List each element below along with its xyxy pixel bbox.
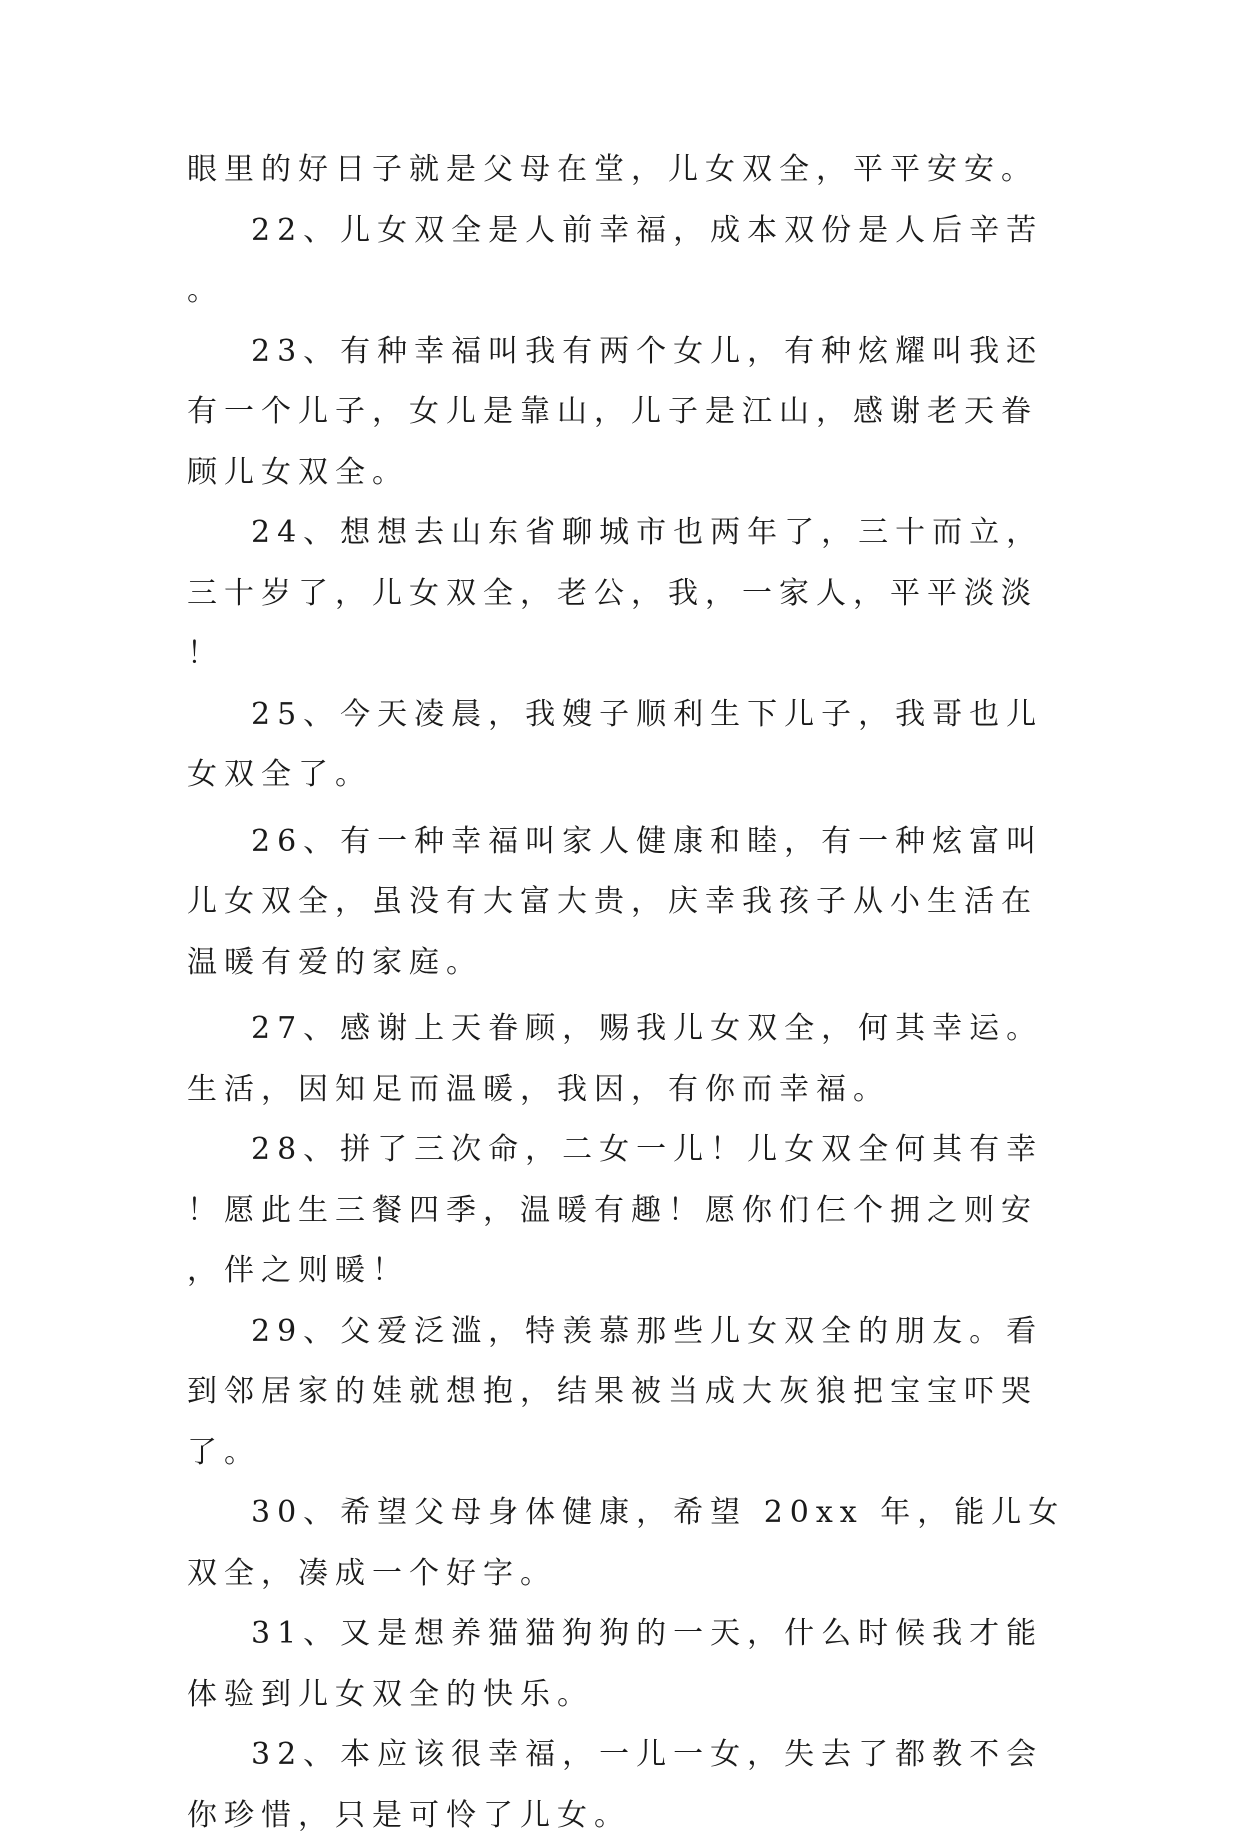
- paragraph-27: 27、感谢上天眷顾，赐我儿女双全，何其幸运。生活，因知足而温暖，我因，有你而幸福。: [187, 1011, 1044, 1107]
- paragraph-23: 23、有种幸福叫我有两个女儿，有种炫耀叫我还有一个儿子，女儿是靠山，儿子是江山，感谢老天眷顾儿女双全。: [187, 333, 1044, 490]
- document-body: [187, 140, 1067, 1846]
- paragraph-29: 29、父爱泛滥，特羡慕那些儿女双全的朋友。看到邻居家的娃就想抱，结果被当成大灰狼把宝宝吓哭了。: [187, 1313, 1044, 1470]
- paragraph-25: 25、今天凌晨，我嫂子顺利生下儿子，我哥也儿女双全了。: [187, 696, 1044, 792]
- paragraph-28: 28、拼了三次命，二女一儿！儿女双全何其有幸！愿此生三餐四季，温暖有趣！愿你们仨个拥之则安，伴之则暖！: [187, 1132, 1044, 1288]
- paragraph-24: 24、想想去山东省聊城市也两年了，三十而立，三十岁了，儿女双全，老公，我，一家人，平平淡淡！: [187, 515, 1044, 671]
- paragraph-32: 32、本应该很幸福，一儿一女，失去了都教不会你珍惜，只是可怜了儿女。: [187, 1737, 1044, 1833]
- paragraph-26: 26、有一种幸福叫家人健康和睦，有一种炫富叫儿女双全，虽没有大富大贵，庆幸我孩子从小生活在温暖有爱的家庭。: [187, 823, 1044, 980]
- paragraph-30: 30、希望父母身体健康，希望 20xx 年，能儿女双全，凑成一个好字。: [187, 1495, 1066, 1591]
- paragraph-31: 31、又是想养猫猫狗狗的一天，什么时候我才能体验到儿女双全的快乐。: [187, 1616, 1044, 1712]
- paragraph-intro: 眼里的好日子就是父母在堂，儿女双全，平平安安。: [187, 152, 1038, 187]
- paragraph-22: 22、儿女双全是人前幸福，成本双份是人后辛苦。: [187, 212, 1044, 308]
